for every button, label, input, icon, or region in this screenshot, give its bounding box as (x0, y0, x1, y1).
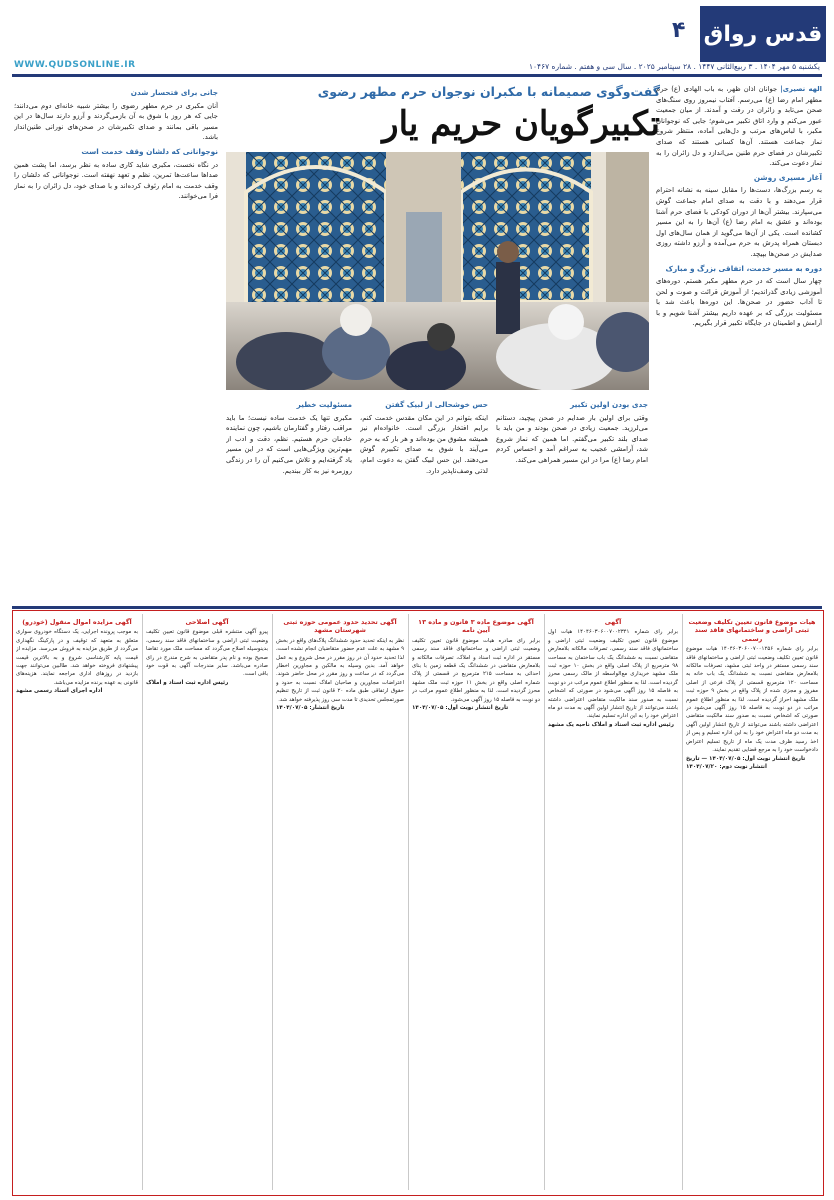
ad-column (548, 614, 678, 1190)
article-column-4 (360, 396, 488, 602)
section-title: مسئولیت خطیر (296, 400, 352, 409)
ad-title: آگهی تحدید حدود عمومی حوزه ثبتی شهرستان مشهد (283, 618, 397, 635)
ad-column (16, 614, 138, 1190)
article-photo (226, 152, 649, 390)
column-separator (682, 614, 683, 1190)
section-title: جانی برای فتحسار شدن (130, 88, 218, 97)
ad-text: پیرو آگهی منتشره قبلی موضوع قانون تعیین تکلیف وضعیت ثبتی اراضی و ساختمانهای فاقد سند رسمی، بدینوسیله اصلاح می‌گردد که مساحت ملک مورد تقاضا صحیح بوده و نام پدر متقاضی به شرح مندرج در رای صادره می‌باشد. سایر مندرجات آگهی به قوت خود باقی است. (146, 629, 268, 678)
section-text: به رسم بزرگ‌ها، دست‌ها را مقابل سینه به نشانه احترام قرار می‌دهند و با دقت به صدای امام جماعت گوش می‌سپارند. بیشتر آن‌ها از دوران کودکی با فضای حرم آشنا بوده‌اند و عشق به امام رضا (ع) آن‌ها را به این مسیر کشانده است. یکی از آن‌ها می‌گوید از همان سال‌های اول دبستان همراه پدرش به حرم می‌آمده و آرزو داشته روزی صدایش در صحن‌ها بپیچد. (656, 186, 822, 258)
section-text: در نگاه نخست، مکبری شاید کاری ساده به نظر برسد، اما پشت همین صداها ساعت‌ها تمرین، نظم و تعهد نهفته است. نوجوانانی که دلشان را وقف خدمت به امام رئوف کرده‌اند و با صدای خود، دل زائران را به نماز فرا می‌خوانند. (14, 160, 218, 201)
photo-caption: عکس: امیر حسین عمومی (4, 370, 40, 384)
ad-text: برابر رای شماره ۱۴۰۴۶۰۳۰۶۰۰۷۰۰۲۳۴۱ هیات اول موضوع قانون تعیین تکلیف وضعیت ثبتی اراضی و ساختمانهای فاقد سند رسمی، تصرفات مالکانه بلامعارض متقاضی نسبت به ششدانگ یک باب ساختمان به مساحت ۹۸ مترمربع از پلاک اصلی واقع در بخش ۱۰ حوزه ثبت ملک مشهد خریداری مع‌الواسطه از مالک رسمی محرز گردیده است. لذا به منظور اطلاع عموم مراتب در دو نوبت به فاصله ۱۵ روز آگهی می‌شود در صورتی که اشخاص نسبت به صدور سند مالکیت متقاضی اعتراضی داشته باشند می‌توانند از تاریخ انتشار اولین آگهی به مدت دو ماه اعتراض خود را به این اداره تسلیم نمایند. (548, 629, 678, 720)
article-column-5 (496, 396, 648, 602)
page-number: ۴ (672, 18, 686, 43)
ad-title: آگهی اصلاحی (185, 618, 229, 626)
intro-text: جوانان اذان ظهر، به باب الهادی (ع) حرم مطهر امام رضا (ع) می‌رسم. آفتاب نیمروز روی سنگ‌های صحن می‌تابد و زائران در رفت و آمدند. از میان جمعیت عبور می‌کنم و وارد اتاق تکبیر می‌شوم؛ جایی که نوجوانان مکبر، با لباس‌های مرتب و دل‌هایی آماده، منتظر شروع نماز جماعت هستند. آن‌ها کسانی هستند که صدای تکبیرشان در فضای حرم طنین می‌اندازد و دل زائران را به نماز دعوت می‌کند. (656, 85, 822, 168)
section-title: آغاز مسیری روشن (753, 172, 822, 182)
ad-title: آگهی مزایده اموال منقول (خودرو) (22, 618, 132, 626)
section-text: مکبری تنها یک خدمت ساده نیست؛ ما باید مراقب رفتار و گفتارمان باشیم، چون نماینده خادمان حرم هستیم. نظم، دقت و ادب از مهم‌ترین ویژگی‌هایی است که در این مسیر یاد گرفته‌ایم و تلاش می‌کنیم آن را در زندگی روزمره نیز به کار ببندیم. (226, 413, 352, 475)
section-title: نوجوانانی که دلشان وقف خدمت است (81, 146, 218, 156)
ad-column (412, 614, 540, 1190)
author-byline: الهه نصیری| (780, 85, 822, 93)
ad-title: هیات موضوع قانون تعیین تکلیف وضعیت ثبتی اراضی و ساختمانهای فاقد سند رسمی (688, 618, 816, 643)
section-text: وقتی برای اولین بار صدایم در صحن پیچید، دستانم می‌لرزید. جمعیت زیادی در صحن بودند و من باید با صدای بلند تکبیر می‌گفتم. اما همین که نماز شروع شد، آرامشی عجیب به سراغم آمد و احساس کردم امام رضا (ع) مرا در این مسیر همراهی می‌کند. (496, 413, 648, 464)
section-text: آنان مکبری در حرم مطهر رضوی را بیشتر شبیه خانه‌ای دوم می‌دانند؛ جایی که هر روز با شوق به آن بازمی‌گردند و آرزو دارند سال‌ها در این مسیر باقی بمانند و صدای تکبیرشان در صحن‌های نورانی طنین‌انداز باشد. (14, 101, 218, 142)
article-column-3 (226, 396, 352, 602)
left-column (14, 84, 218, 602)
ad-signature: تاریخ انتشار نوبت اول: ۱۴۰۴/۰۷/۰۵ — تاریخ انتشار نوبت دوم: ۱۴۰۴/۰۷/۲۰ (686, 755, 806, 770)
column-separator (142, 614, 143, 1190)
ad-title: آگهی (604, 618, 622, 626)
section-text: چهار سال است که در حرم مطهر مکبر هستم. دوره‌های آموزشی زیادی گذراندیم؛ از آموزش قرائت و صوت و لحن تا آداب حضور در صحن‌ها. این دوره‌ها باعث شد با مسئولیت بزرگی که بر عهده داریم بیشتر آشنا شویم و با آرامش و اطمینان در جایگاه تکبیر قرار بگیریم. (656, 277, 822, 328)
article-headline: تکبیرگویان حریم یار (382, 104, 660, 144)
column-separator (408, 614, 409, 1190)
ad-signature: اداره اجرای اسناد رسمی مشهد (16, 688, 103, 695)
ad-signature: رئیس اداره ثبت اسناد و املاک (146, 679, 229, 686)
section-text: اینکه بتوانم در این مکان مقدس خدمت کنم، برایم افتخار بزرگی است. خانواده‌ام نیز همیشه مشوق من بوده‌اند و هر بار که به حرم می‌آیند با شوق به صدای تکبیرم گوش می‌دهند. این حس لبیک گفتن به دعوت امام، لذتی وصف‌ناپذیر دارد. (360, 413, 488, 475)
ad-column (146, 614, 268, 1190)
column-separator (544, 614, 545, 1190)
section-title: دوره‌ به مسیر خدمت، اتفاقی بزرگ و مبارک (665, 263, 822, 273)
ad-column (686, 614, 818, 1190)
ad-signature: تاریخ انتشار: ۱۴۰۴/۰۷/۰۵ (276, 705, 345, 712)
ad-text: برابر رای شماره ۱۴۰۴۶۰۳۰۶۰۰۷۰۰۱۲۵۶ هیات موضوع قانون تعیین تکلیف وضعیت ثبتی اراضی و ساختمانهای فاقد سند رسمی مستقر در واحد ثبتی مشهد، تصرفات مالکانه بلامعارض متقاضی نسبت به ششدانگ یک باب خانه به مساحت ۱۲۰ مترمربع قسمتی از پلاک فرعی از اصلی مفروز و مجزی شده از پلاک واقع در بخش ۹ حوزه ثبت ملک مشهد احراز گردیده است. لذا به منظور اطلاع عموم مراتب در دو نوبت به فاصله ۱۵ روز آگهی می‌شود در صورتی که اشخاص نسبت به صدور سند مالکیت متقاضی اعتراضی داشته باشند می‌توانند از تاریخ انتشار اولین آگهی به مدت دو ماه اعتراض خود را به این اداره تسلیم و پس از اخذ رسید ظرف مدت یک ماه از تاریخ تسلیم اعتراض دادخواست خود را به مرجع قضایی تقدیم نمایند. (686, 646, 818, 754)
section-title: جدی بودن اولین تکبیر (570, 400, 648, 409)
date-line: یکشنبه ۵ مهر ۱۴۰۴ . ۳ ربیع‌الثانی ۱۴۴۷ . ۲۸ سپتامبر ۲۰۲۵ . سال سی و هفتم . شماره ۱۰۴۶۷ (529, 62, 820, 71)
article-subtitle: گفت‌وگوی صمیمانه با مکبران نوجوان حرم مطهر رضوی (317, 84, 660, 99)
ad-text: برابر رای صادره هیات موضوع قانون تعیین تکلیف وضعیت ثبتی اراضی و ساختمانهای فاقد سند رسمی مستقر در اداره ثبت اسناد و املاک، تصرفات مالکانه و بلامعارض متقاضی در ششدانگ یک قطعه زمین با بنای احداثی به مساحت ۲۱۵ مترمربع در قسمتی از پلاک شماره اصلی واقع در بخش ۱۱ حوزه ثبت ملک مشهد محرز گردیده است. لذا به منظور اطلاع عموم مراتب در دو نوبت به فاصله ۱۵ روز آگهی می‌شود. (412, 637, 540, 703)
ad-text: به موجب پرونده اجرایی، یک دستگاه خودروی سواری متعلق به متعهد که توقیف و در پارکینگ نگهداری می‌گردد از طریق مزایده به فروش می‌رسد. مزایده از قیمت پایه کارشناسی شروع و به بالاترین قیمت پیشنهادی فروخته خواهد شد. طالبین می‌توانند جهت بازدید در روزهای اداری مراجعه نمایند. هزینه‌های قانونی به عهده برنده مزایده می‌باشد. (16, 629, 138, 686)
section-title: حس خوشحالی از لبیک گفتن (385, 400, 488, 409)
shrine-photo-illustration (226, 152, 649, 390)
ad-signature: تاریخ انتشار نوبت اول: ۱۴۰۴/۰۷/۰۵ (412, 705, 509, 712)
column-separator (272, 614, 273, 1190)
newspaper-logo[interactable]: قدس رواق (700, 6, 826, 62)
ad-signature: رئیس اداره ثبت اسناد و املاک ناحیه یک مشهد (548, 721, 674, 728)
site-url-link[interactable]: WWW.QUDSONLINE.IR (14, 60, 136, 70)
section-title-aux (120, 300, 121, 301)
intro-column (656, 84, 822, 602)
top-divider (12, 74, 822, 77)
section-divider (12, 606, 822, 609)
ad-column (276, 614, 404, 1190)
ad-text: نظر به اینکه تحدید حدود ششدانگ پلاک‌های واقع در بخش ۹ مشهد به علت عدم حضور متقاضیان انجام نشده است، لذا تحدید حدود آن در روز مقرر در محل شروع و به عمل خواهد آمد. بدین وسیله به مالکین و مجاورین اخطار می‌گردد که در ساعت و روز مقرر در محل حاضر شوند. اعتراضات مجاورین و صاحبان املاک نسبت به حدود و حقوق ارتفاقی طبق ماده ۲۰ قانون ثبت از تاریخ تنظیم صورتمجلس تحدیدی تا مدت سی روز پذیرفته خواهد شد. (276, 637, 404, 703)
ad-title: آگهی موضوع ماده ۳ قانون و ماده ۱۳ آیین نامه (418, 618, 534, 635)
